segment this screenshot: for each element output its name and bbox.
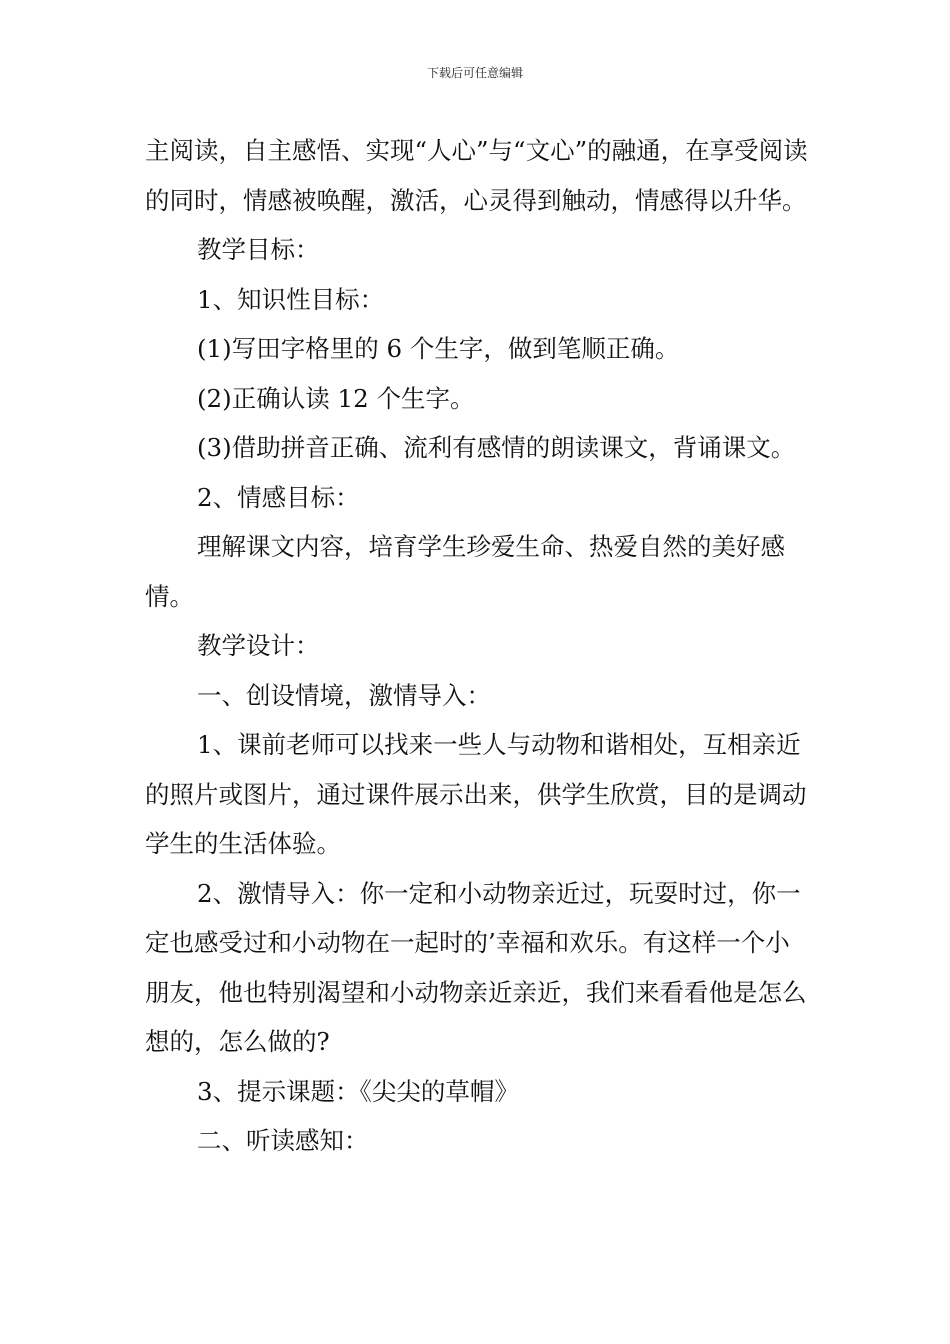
goal-item-3: (3)借助拼音正确、流利有感情的朗读课文，背诵课文。	[197, 433, 796, 462]
goal-emotion-text: 理解课文内容，培育学生珍爱生命、热爱自然的美好感情。	[145, 532, 785, 611]
goal-knowledge-heading: 1、知识性目标：	[197, 284, 385, 314]
paragraph-intro-continued: 主阅读，自主感悟、实现“人心”与“文心”的融通，在享受阅读的同时，情感被唤醒，激活，心灵得到触动，情感得以升华。	[145, 136, 808, 215]
page-header-note: 下载后可任意编辑	[426, 66, 523, 80]
section-one-item-2: 2、激情导入：你一定和小动物亲近过，玩耍时过，你一定也感受过和小动物在一起时的’幸福和欢乐。有这样一个小朋友，他也特别渴望和小动物亲近亲近，我们来看看他是怎么想的，怎么做的?	[145, 878, 807, 1056]
goal-item-1: (1)写田字格里的 6 个生字，做到笔顺正确。	[197, 334, 680, 363]
section-one-item-3: 3、提示课题：《尖尖的草帽》	[197, 1076, 519, 1106]
heading-teaching-goals: 教学目标：	[197, 235, 320, 264]
heading-teaching-design: 教学设计：	[197, 631, 320, 660]
document-body	[145, 126, 810, 1166]
section-two-heading: 二、听读感知：	[197, 1126, 369, 1155]
section-one-item-1: 1、课前老师可以找来一些人与动物和谐相处，互相亲近的照片或图片，通过课件展示出来，供学生欣赏，目的是调动学生的生活体验。	[145, 730, 807, 858]
goal-item-2: (2)正确认读 12 个生字。	[197, 383, 475, 413]
section-one-heading: 一、创设情境，激情导入：	[197, 680, 491, 710]
goal-emotion-heading: 2、情感目标：	[197, 482, 360, 512]
